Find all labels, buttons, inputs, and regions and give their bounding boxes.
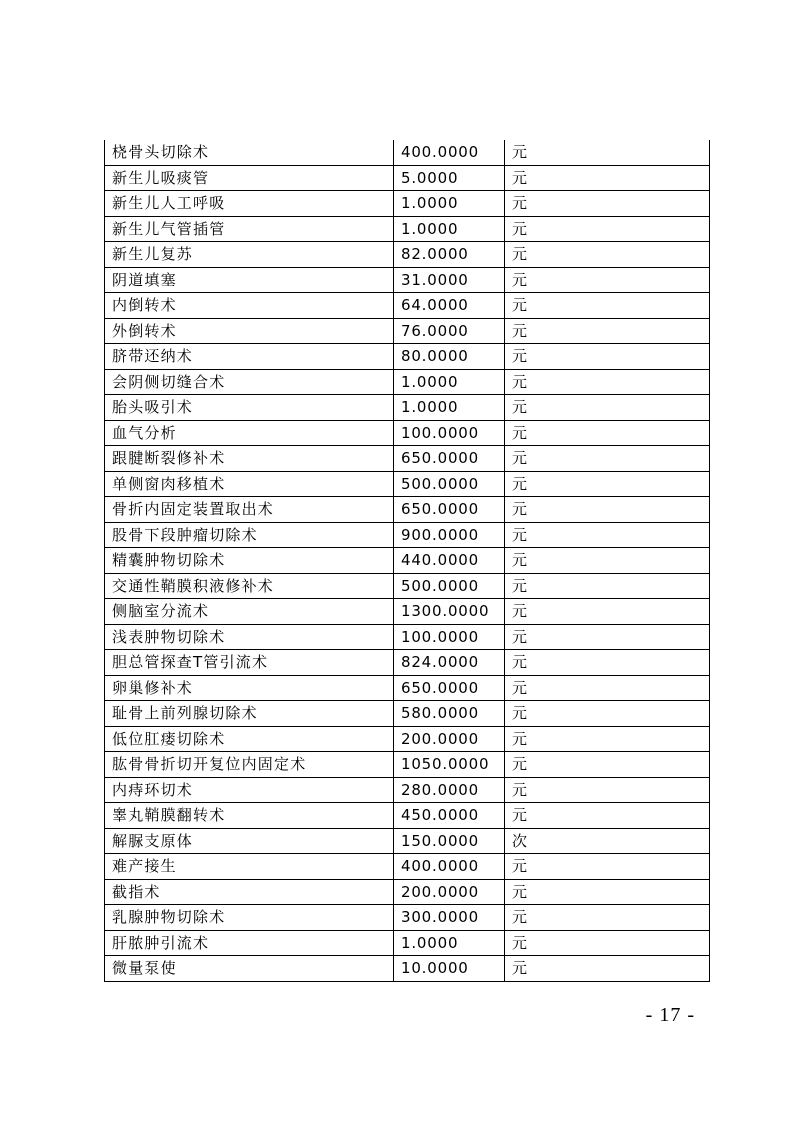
price-cell: 400.0000	[394, 140, 505, 165]
item-name-cell: 微量泵使	[105, 956, 394, 982]
unit-cell: 元	[505, 956, 710, 982]
item-name-cell: 浅表肿物切除术	[105, 624, 394, 650]
unit-cell: 元	[505, 854, 710, 880]
table-row	[105, 522, 710, 548]
price-cell: 10.0000	[394, 956, 505, 982]
unit-cell: 元	[505, 242, 710, 268]
table-row	[105, 599, 710, 625]
price-cell: 31.0000	[394, 267, 505, 293]
item-name-cell: 截指术	[105, 879, 394, 905]
price-cell: 80.0000	[394, 344, 505, 370]
unit-cell: 元	[505, 624, 710, 650]
unit-cell: 元	[505, 191, 710, 217]
item-name-cell: 外倒转术	[105, 318, 394, 344]
item-name-cell: 精囊肿物切除术	[105, 548, 394, 574]
unit-cell: 元	[505, 522, 710, 548]
unit-cell: 元	[505, 905, 710, 931]
table-row	[105, 573, 710, 599]
item-name-cell: 内倒转术	[105, 293, 394, 319]
item-name-cell: 跟腱断裂修补术	[105, 446, 394, 472]
item-name-cell: 新生儿人工呼吸	[105, 191, 394, 217]
table-row	[105, 879, 710, 905]
table-row	[105, 803, 710, 829]
price-cell: 400.0000	[394, 854, 505, 880]
item-name-cell: 新生儿吸痰管	[105, 165, 394, 191]
unit-cell: 元	[505, 369, 710, 395]
price-cell: 280.0000	[394, 777, 505, 803]
price-cell: 5.0000	[394, 165, 505, 191]
unit-cell: 元	[505, 752, 710, 778]
price-cell: 1300.0000	[394, 599, 505, 625]
price-cell: 824.0000	[394, 650, 505, 676]
table-row	[105, 293, 710, 319]
table-row	[105, 701, 710, 727]
unit-cell: 元	[505, 216, 710, 242]
table-row	[105, 956, 710, 982]
unit-cell: 元	[505, 446, 710, 472]
fee-table	[104, 140, 710, 982]
item-name-cell: 卵巢修补术	[105, 675, 394, 701]
unit-cell: 元	[505, 675, 710, 701]
unit-cell: 元	[505, 701, 710, 727]
table-row	[105, 165, 710, 191]
table-row	[105, 216, 710, 242]
price-cell: 440.0000	[394, 548, 505, 574]
table-row	[105, 369, 710, 395]
item-name-cell: 乳腺肿物切除术	[105, 905, 394, 931]
table-row	[105, 497, 710, 523]
unit-cell: 元	[505, 497, 710, 523]
item-name-cell: 新生儿复苏	[105, 242, 394, 268]
item-name-cell: 会阴侧切缝合术	[105, 369, 394, 395]
table-row	[105, 650, 710, 676]
table-row	[105, 548, 710, 574]
table-row	[105, 930, 710, 956]
price-cell: 64.0000	[394, 293, 505, 319]
price-cell: 100.0000	[394, 420, 505, 446]
unit-cell: 元	[505, 267, 710, 293]
fee-table-body	[105, 140, 710, 981]
price-cell: 1050.0000	[394, 752, 505, 778]
table-row	[105, 624, 710, 650]
item-name-cell: 骨折内固定装置取出术	[105, 497, 394, 523]
unit-cell: 元	[505, 293, 710, 319]
unit-cell: 元	[505, 930, 710, 956]
item-name-cell: 难产接生	[105, 854, 394, 880]
table-row	[105, 675, 710, 701]
price-cell: 300.0000	[394, 905, 505, 931]
item-name-cell: 低位肛瘘切除术	[105, 726, 394, 752]
price-cell: 500.0000	[394, 573, 505, 599]
table-row	[105, 267, 710, 293]
price-cell: 1.0000	[394, 216, 505, 242]
price-cell: 1.0000	[394, 369, 505, 395]
price-cell: 450.0000	[394, 803, 505, 829]
table-row	[105, 828, 710, 854]
item-name-cell: 股骨下段肿瘤切除术	[105, 522, 394, 548]
unit-cell: 元	[505, 471, 710, 497]
price-cell: 76.0000	[394, 318, 505, 344]
price-cell: 82.0000	[394, 242, 505, 268]
item-name-cell: 解脲支原体	[105, 828, 394, 854]
item-name-cell: 交通性鞘膜积液修补术	[105, 573, 394, 599]
item-name-cell: 肝脓肿引流术	[105, 930, 394, 956]
unit-cell: 元	[505, 140, 710, 165]
item-name-cell: 阴道填塞	[105, 267, 394, 293]
table-row	[105, 395, 710, 421]
unit-cell: 元	[505, 803, 710, 829]
table-row	[105, 446, 710, 472]
table-row	[105, 471, 710, 497]
unit-cell: 元	[505, 344, 710, 370]
price-cell: 100.0000	[394, 624, 505, 650]
table-row	[105, 726, 710, 752]
item-name-cell: 胎头吸引术	[105, 395, 394, 421]
page-number: - 17 -	[645, 1004, 695, 1026]
price-cell: 200.0000	[394, 726, 505, 752]
table-row	[105, 140, 710, 165]
item-name-cell: 新生儿气管插管	[105, 216, 394, 242]
price-cell: 650.0000	[394, 675, 505, 701]
price-cell: 150.0000	[394, 828, 505, 854]
table-row	[105, 777, 710, 803]
table-row	[105, 905, 710, 931]
price-cell: 900.0000	[394, 522, 505, 548]
table-row	[105, 752, 710, 778]
table-row	[105, 318, 710, 344]
item-name-cell: 单侧窗肉移植术	[105, 471, 394, 497]
price-cell: 500.0000	[394, 471, 505, 497]
unit-cell: 元	[505, 548, 710, 574]
unit-cell: 元	[505, 650, 710, 676]
price-cell: 580.0000	[394, 701, 505, 727]
unit-cell: 元	[505, 318, 710, 344]
item-name-cell: 脐带还纳术	[105, 344, 394, 370]
unit-cell: 元	[505, 395, 710, 421]
table-row	[105, 854, 710, 880]
table-row	[105, 420, 710, 446]
table-row	[105, 344, 710, 370]
price-cell: 1.0000	[394, 395, 505, 421]
item-name-cell: 胆总管探查T管引流术	[105, 650, 394, 676]
item-name-cell: 耻骨上前列腺切除术	[105, 701, 394, 727]
price-cell: 1.0000	[394, 191, 505, 217]
unit-cell: 次	[505, 828, 710, 854]
item-name-cell: 内痔环切术	[105, 777, 394, 803]
item-name-cell: 肱骨骨折切开复位内固定术	[105, 752, 394, 778]
item-name-cell: 桡骨头切除术	[105, 140, 394, 165]
unit-cell: 元	[505, 879, 710, 905]
item-name-cell: 血气分析	[105, 420, 394, 446]
price-cell: 200.0000	[394, 879, 505, 905]
price-cell: 650.0000	[394, 497, 505, 523]
table-row	[105, 191, 710, 217]
price-cell: 1.0000	[394, 930, 505, 956]
item-name-cell: 侧脑室分流术	[105, 599, 394, 625]
unit-cell: 元	[505, 777, 710, 803]
unit-cell: 元	[505, 599, 710, 625]
unit-cell: 元	[505, 726, 710, 752]
table-row	[105, 242, 710, 268]
item-name-cell: 睾丸鞘膜翻转术	[105, 803, 394, 829]
unit-cell: 元	[505, 573, 710, 599]
unit-cell: 元	[505, 420, 710, 446]
price-cell: 650.0000	[394, 446, 505, 472]
unit-cell: 元	[505, 165, 710, 191]
